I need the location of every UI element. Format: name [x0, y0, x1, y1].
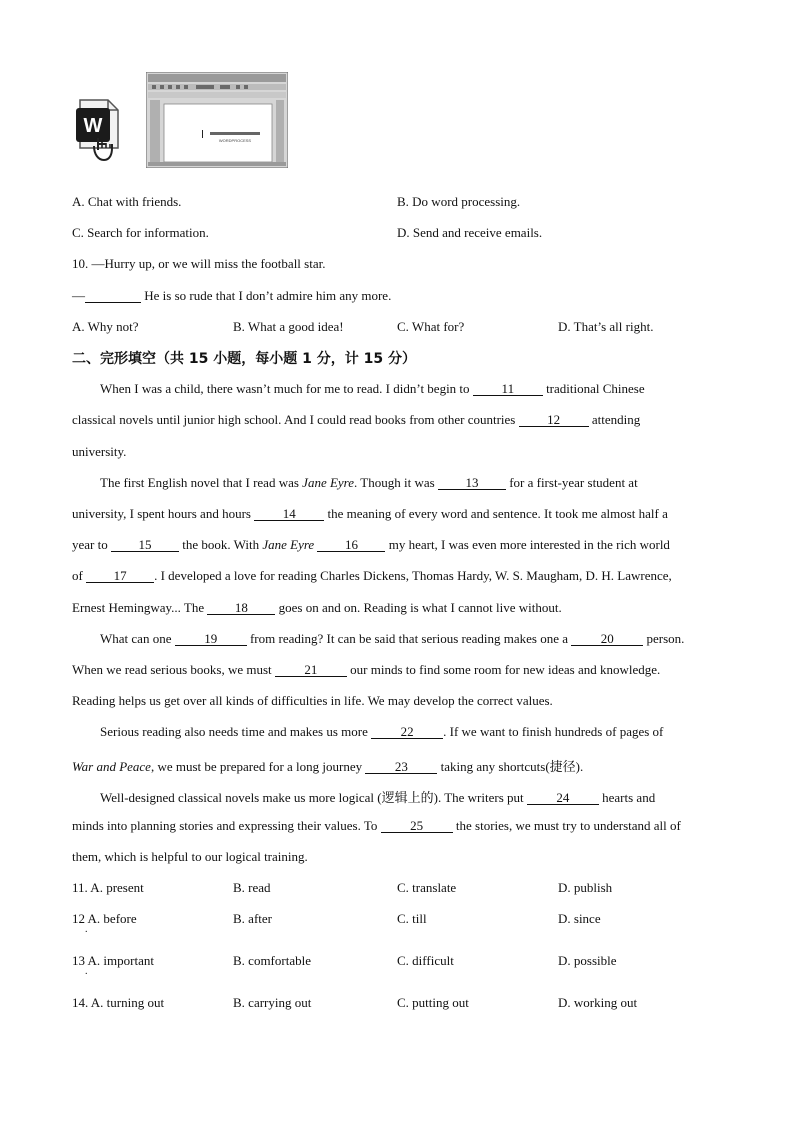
- passage-p2-line2: [72, 506, 668, 522]
- blank-14: 14: [254, 507, 324, 521]
- text: attending: [588, 412, 641, 427]
- passage-p3-line1: [100, 631, 684, 647]
- passage-p2-line4: [72, 568, 672, 584]
- text: of: [72, 568, 87, 583]
- q10-option-a: A. Why not?: [72, 319, 139, 334]
- q13-option-b: B. comfortable: [233, 953, 311, 968]
- text: goes on and on. Reading is what I cannot live without.: [275, 600, 562, 615]
- section-heading: 二、完形填空（共 15 小题，每小题 1 分，计 15 分）: [72, 351, 416, 367]
- q12-option-a: 12 A. before: [72, 911, 137, 926]
- q9-option-c: C. Search for information.: [72, 225, 209, 240]
- q12-option-b: B. after: [233, 911, 272, 926]
- text: minds into planning stories and expressing their values. To: [72, 818, 381, 833]
- q10-option-c: C. What for?: [397, 319, 465, 334]
- blank-22: 22: [371, 725, 443, 739]
- passage-p2-line3: [72, 537, 670, 553]
- q10-option-d: D. That’s all right.: [558, 319, 654, 334]
- blank-19: 19: [175, 632, 247, 646]
- text: When I was a child, there wasn’t much for me to read. I didn’t begin to: [100, 381, 473, 396]
- passage-p1-line2: [72, 412, 640, 428]
- q10-dash: —: [72, 288, 85, 303]
- text: What can one: [100, 631, 175, 646]
- text: Well-designed classical novels make us more logical (逻辑上的). The writers put: [100, 790, 527, 805]
- text: When we read serious books, we must: [72, 662, 275, 677]
- blank-13: 13: [438, 476, 506, 490]
- passage-p3-line2: [72, 662, 660, 678]
- q11-option-b: B. read: [233, 880, 271, 895]
- q13-option-d: D. possible: [558, 953, 617, 968]
- book-title: Jane Eyre: [302, 475, 355, 490]
- blank-12: 12: [519, 413, 589, 427]
- word-document-icon: [74, 98, 122, 162]
- text: , we must be prepared for a long journey: [150, 759, 366, 774]
- text: Ernest Hemingway... The: [72, 600, 208, 615]
- q9-option-a: A. Chat with friends.: [72, 194, 182, 209]
- text: our minds to find some room for new ideas and knowledge.: [346, 662, 661, 677]
- text: hearts and: [598, 790, 656, 805]
- passage-p5-line3: them, which is helpful to our logical training.: [72, 849, 308, 864]
- text: the stories, we must try to understand all of: [452, 818, 681, 833]
- q9-option-d: D. Send and receive emails.: [397, 225, 543, 240]
- blank-20: 20: [571, 632, 643, 646]
- text: Serious reading also needs time and makes us more: [100, 724, 372, 739]
- q13-dot: .: [85, 966, 88, 977]
- q14-option-b: B. carrying out: [233, 995, 312, 1010]
- blank-18: 18: [207, 601, 275, 615]
- q11-option-a: 11. A. present: [72, 880, 144, 895]
- q10-reply-text: He is so rude that I don’t admire him any more.: [141, 288, 392, 303]
- passage-p5-line1: [100, 787, 655, 806]
- blank-24: 24: [527, 791, 599, 805]
- blank-25: 25: [381, 819, 453, 833]
- book-title: Jane Eyre: [262, 537, 315, 552]
- text: my heart, I was even more interested in the rich world: [385, 537, 670, 552]
- text: . If we want to finish hundreds of pages of: [443, 724, 664, 739]
- word-processor-screenshot: [146, 72, 288, 168]
- blank-21: 21: [275, 663, 347, 677]
- q11-option-d: D. publish: [558, 880, 613, 895]
- q12-option-d: D. since: [558, 911, 601, 926]
- text: The first English novel that I read was: [100, 475, 303, 490]
- word-icon-letter: W: [83, 115, 103, 137]
- q10-stem: 10. —Hurry up, or we will miss the football star.: [72, 256, 326, 271]
- q10-option-b: B. What a good idea!: [233, 319, 344, 334]
- q13-option-a: 13 A. important: [72, 953, 154, 968]
- text: . I developed a love for reading Charles Dickens, Thomas Hardy, W. S. Maugham, D. H. Lawrence,: [154, 568, 672, 583]
- blank-16: 16: [317, 538, 385, 552]
- blank-17: 17: [86, 569, 154, 583]
- passage-p4-line1: [100, 724, 663, 740]
- q14-option-d: D. working out: [558, 995, 638, 1010]
- q9-option-b: B. Do word processing.: [397, 194, 521, 209]
- passage-p1-line1: [100, 381, 645, 397]
- q11-option-c: C. translate: [397, 880, 457, 895]
- blank-11: 11: [473, 382, 543, 396]
- passage-p5-line2: [72, 818, 681, 834]
- passage-p2-line5: [72, 600, 562, 616]
- q12-dot: .: [85, 924, 88, 935]
- passage-p4-line2: [72, 756, 583, 775]
- book-title: War and Peace: [72, 759, 151, 774]
- text: taking any shortcuts(捷径).: [437, 759, 584, 774]
- passage-p3-line3: Reading helps us get over all kinds of difficulties in life. We may develop the correct values.: [72, 693, 553, 708]
- q12-option-c: C. till: [397, 911, 427, 926]
- text: . Though it was: [354, 475, 438, 490]
- text: the meaning of every word and sentence. It took me almost half a: [324, 506, 668, 521]
- text: the book. With: [178, 537, 263, 552]
- blank-15: 15: [111, 538, 179, 552]
- passage-p1-line3: university.: [72, 444, 127, 459]
- text: university, I spent hours and hours: [72, 506, 255, 521]
- blank-23: 23: [365, 760, 437, 774]
- text: person.: [643, 631, 685, 646]
- q10-reply: [72, 288, 391, 304]
- q10-blank: [85, 289, 141, 303]
- passage-p2-line1: [100, 475, 638, 491]
- text: year to: [72, 537, 111, 552]
- q14-option-c: C. putting out: [397, 995, 469, 1010]
- text: from reading? It can be said that serious reading makes one a: [246, 631, 572, 646]
- text: classical novels until junior high school. And I could read books from other countries: [72, 412, 519, 427]
- text: for a first-year student at: [505, 475, 638, 490]
- screenshot-caption: WORDPROCESS: [218, 138, 252, 143]
- text: traditional Chinese: [542, 381, 645, 396]
- q13-option-c: C. difficult: [397, 953, 454, 968]
- q14-option-a: 14. A. turning out: [72, 995, 165, 1010]
